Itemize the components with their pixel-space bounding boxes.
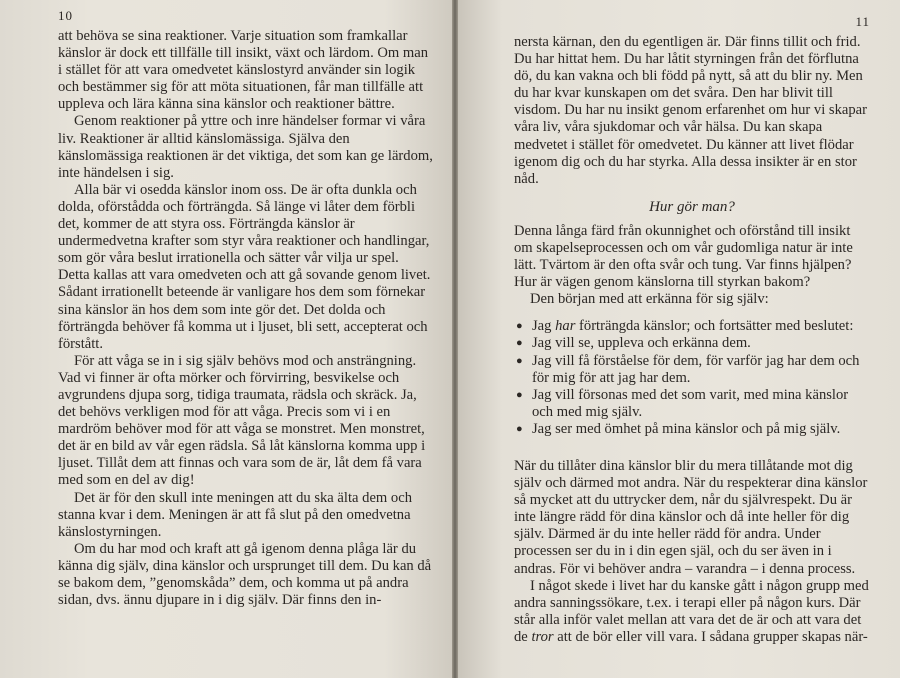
paragraph: Det är för den skull inte meningen att du ska älta dem och stanna kvar i dem. Meningen är att få slut på den omedvetna känslostyrningen. xyxy=(58,489,412,540)
paragraph xyxy=(514,578,870,646)
list-item-emphasis: har xyxy=(555,318,576,335)
list-item-text: Jag ser med ömhet på mina känslor och på mig själv. xyxy=(532,420,841,437)
paragraph: Om du har mod och kraft att gå igenom denna plåga lär du känna dig själv, dina känslor och ursprunget till dem. Du kan då se bakom dem, ”genomskåda” dem, och komma ut på andra sidan, dvs. ännu djupare in i dig själv. Där finns den in- xyxy=(58,540,432,609)
paragraph: Denna långa färd från okunnighet och oförstånd till insikt om skapelseprocessen och om vår gudomliga natur är inte lätt. Tvärtom är den ofta svår och tung. Var finns hjälpen? Hur är vägen genom känslorna till styrkan bakom? xyxy=(514,222,853,291)
paragraph: När du tillåter dina känslor blir du mera tillåtande mot dig själv och därmed mot andra. När du respekterar dina känslor så mycket att du uttrycker dem, når du självrespekt. Du är inte längre rädd för dina känslor och då inte heller för dig själv. Därmed är du inte heller rädd för andra. Under processen ser du in i din egen själ, och du ser även in i andras. För vi behöver andra – varandra – i denna process. xyxy=(514,457,868,577)
paragraph-emphasis: tror xyxy=(531,628,554,645)
paragraph: Genom reaktioner på yttre och inre händelser formar vi våra liv. Reaktioner är alltid känslomässiga. Själva den känslomässiga reaktionen är det viktiga, det som kan ge lärdom, inte händelsen i sig. xyxy=(58,113,433,181)
paragraph-text: I något skede i livet har du kanske gått i någon grupp med andra sanningssökare, t.ex. i terapi eller på någon kurs. Där står alla inför valet mellan att vara det de är och att vara det de xyxy=(514,577,869,645)
paragraph: nersta kärnan, den du egentligen är. Där finns tillit och frid. Du har hittat hem. Du har låtit styrningen från det förflutna dö, du kan vakna och bli född på nytt, så att du blir ny. Men du har kvar kunskapen om det svåra. Den har blivit till visdom. Du har nu insikt genom erfarenhet om hur vi skapar våra liv, våra sjukdomar och vår hälsa. Du kan skapa medvetet i stället för omedvetet. Du känner att livet flödar igenom dig och du har styrka. Alla dessa insikter är en stor nåd. xyxy=(514,34,868,187)
paragraph: Den början med att erkänna för sig själv: xyxy=(530,291,769,308)
list-item xyxy=(514,353,870,387)
paragraph: att behöva se sina reaktioner. Varje situation som framkallar känslor är dock ett tillfälle till insikt, växt och lärdom. Om man i stället för att vara omedvetet känslostyrd använder sin logik och bestämmer sig för att möta situationen, får man tillfälle att uppleva och lära känna sina känslor och reaktioner bättre. xyxy=(58,28,429,113)
list-item xyxy=(514,387,870,421)
page-number-left: 10 xyxy=(58,8,73,23)
list-item-text: Jag vill försonas med det som varit, med mina känslor och med mig själv. xyxy=(532,386,849,420)
paragraph: För att våga se in i sig själv behövs mod och ansträngning. Vad vi finner är ofta mörker och förvirring, besvikelse och avgrundens djupa sorg, tidiga traumata, rädsla och skräck. Ja, det behövs verkligen mod för att våga. Precis som vi i en mardröm behöver mod för att våga se monstret. Men monstret, det är en bild av vår egen rädsla. Så låt känslorna komma upp i ljuset. Tillåt dem att finnas och vara som de är, låt dem få vara med som en del av dig! xyxy=(58,352,426,489)
paragraph-text: att de bör eller vill vara. I sådana grupper skapas när- xyxy=(553,628,868,645)
list-item xyxy=(514,318,870,335)
bullet-list xyxy=(514,318,870,438)
list-item xyxy=(514,421,870,438)
section-heading: Hur gör man? xyxy=(649,198,735,215)
list-item-text: förträngda känslor; och fortsätter med beslutet: xyxy=(575,318,854,335)
list-item-text: Jag vill få förståelse för dem, för varför jag har dem och för mig för att jag har dem. xyxy=(532,352,860,386)
list-item-text: Jag vill se, uppleva och erkänna dem. xyxy=(532,335,751,352)
list-item-text: Jag xyxy=(532,318,556,335)
paragraph: Alla bär vi osedda känslor inom oss. De är ofta dunkla och dolda, oförstådda och förträngda. Så länge vi låter dem förbli det, kommer de att styra oss. Förträngda känslor är undermedvetna krafter som styr våra reaktioner och handlingar, som gör våra beslut irrationella och sätter vår vilja ur spel. Detta kallas att vara omedveten och att gå sovande genom livet. Sådant irrationellt beteende är vanligare hos dem som förnekar sina känslor än hos dem som inte gör det. Det dolda och förträngda behöver få komma ut i ljuset, bli sett, accepterat och förstått. xyxy=(58,181,431,352)
right-page xyxy=(458,0,900,678)
page-number-right: 11 xyxy=(855,14,870,29)
list-item xyxy=(514,335,870,352)
